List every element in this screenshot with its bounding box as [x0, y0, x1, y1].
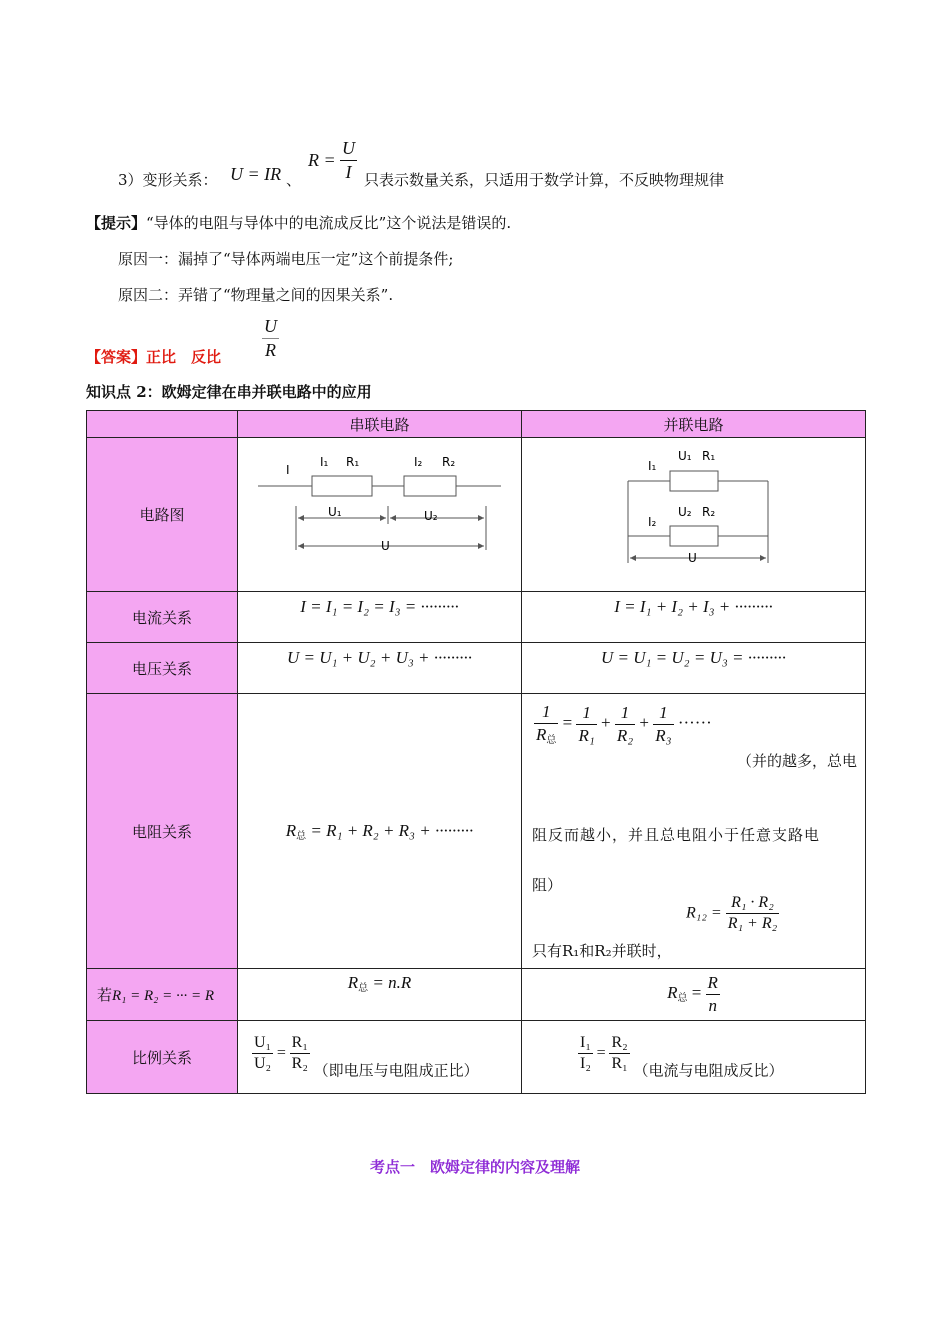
parallel-label-u1: U₁	[678, 449, 692, 463]
series-label-u1: U₁	[328, 505, 342, 519]
recip-frac-total	[534, 702, 558, 746]
intro-prefix: 3）变形关系：	[118, 171, 218, 189]
series-r-rhs: = R₁ + R₂ + R₃ + ·········	[310, 820, 474, 840]
parallel-diagram-cell	[522, 438, 866, 592]
series-ratio-content: $\frac{\text{U₁}}{\text{U₂}}$ = $\frac{\text{R₁}}{\text{R₂}}$ （即电压与电阻成正比）	[254, 1033, 479, 1080]
parallel-note-b: 阻反而越小，并且总电阻小于任意支路电	[532, 826, 821, 844]
parallel-note-c: 阻）	[532, 876, 563, 894]
parallel-equal-sub: 总	[677, 993, 688, 1005]
hint-text: “导体的电阻与导体中的电流成反比”这个说法是错误的.	[146, 214, 512, 232]
series-ratio-frac-l	[252, 1034, 273, 1074]
r12-frac	[726, 894, 779, 934]
series-label-r2: R₂	[442, 455, 456, 469]
parallel-equal-den: n	[708, 996, 717, 1015]
series-r-sub: 总	[296, 830, 307, 842]
header-parallel: 并联电路	[522, 411, 866, 438]
series-equal-lhs: R	[347, 973, 359, 992]
series-current-formula: I = I₁ = I₂ = I₃ = ·········	[300, 597, 459, 616]
header-blank	[87, 411, 238, 438]
parallel-voltage-cell	[522, 643, 866, 694]
series-ratio-den-r: R₂	[291, 1055, 308, 1073]
parallel-current-cell	[522, 592, 866, 643]
series-equal-rhs: = n.R	[372, 973, 412, 992]
series-label-i1: I₁	[320, 455, 329, 469]
recip-one-b: 1	[576, 703, 596, 725]
series-current-cell	[238, 592, 522, 643]
parallel-equal-frac	[706, 973, 720, 1015]
answer-frac-den: R	[265, 339, 276, 360]
formula-r-den: I	[345, 161, 352, 182]
series-ratio-cell	[238, 1021, 522, 1094]
recip-frac-r3	[653, 703, 673, 745]
parallel-ratio-frac-l	[578, 1034, 593, 1074]
series-equal-sub: 总	[358, 983, 369, 994]
parallel-equal-formula	[667, 973, 720, 1015]
section-heading-kaodian: 考点一 欧姆定律的内容及理解	[369, 1158, 580, 1176]
recip-r3: R₃	[655, 725, 672, 745]
r12-lhs: R₁₂ =	[686, 904, 722, 922]
series-label-i2: I₂	[414, 455, 423, 469]
formula-r-num: U	[340, 138, 357, 161]
table-row-resistance	[87, 694, 866, 969]
series-voltage-formula: U = U₁ + U₂ + U₃ + ·········	[287, 648, 472, 667]
series-voltage-cell	[238, 643, 522, 694]
parallel-label-u2: U₂	[678, 505, 692, 519]
recip-r: R	[536, 724, 547, 744]
table-header-row	[87, 411, 866, 438]
table-row-current	[87, 592, 866, 643]
series-diagram-cell	[238, 438, 522, 592]
parallel-ratio-content: $\frac{\text{I₁}}{\text{I₂}}$ = $\frac{\text{R₂}}{\text{R₁}}$ （电流与电阻成反比）	[580, 1033, 784, 1080]
parallel-circuit-diagram	[522, 438, 865, 587]
row-label-resistance: 电阻关系	[87, 694, 238, 969]
r12-den: R₁ + R₂	[727, 915, 778, 933]
parallel-resistance-content	[522, 694, 865, 968]
formula-u-ir: U = IR	[230, 164, 282, 184]
parallel-label-i1: I₁	[648, 459, 657, 473]
row-label-ratio: 比例关系	[87, 1021, 238, 1094]
table-row-ratio	[87, 1021, 866, 1094]
recip-sub: 总	[546, 734, 557, 746]
parallel-ratio-num-l: I₁	[578, 1034, 593, 1054]
recip-tail: ······	[677, 712, 712, 732]
series-ratio-note: （即电压与电阻成正比）	[313, 1061, 479, 1080]
recip-frac-r1	[576, 703, 596, 745]
equal-formula: R₁ = R₂ = ··· = R	[112, 988, 215, 1004]
series-r-lhs: R	[285, 820, 297, 840]
parallel-label-r1: R₁	[702, 449, 716, 463]
row-label-equal	[87, 969, 238, 1021]
parallel-ratio-den-r: R₁	[611, 1055, 628, 1073]
series-ratio-num-r: R₁	[290, 1034, 310, 1054]
series-equal-cell	[238, 969, 522, 1021]
series-equal-formula	[348, 973, 412, 992]
comparison-table	[86, 410, 866, 1094]
r12-num: R₁ · R₂	[726, 894, 779, 914]
recip-r2: R₂	[616, 725, 634, 745]
series-resistance-formula	[286, 821, 473, 840]
parallel-equal-eq: =	[691, 983, 702, 1003]
table-row-diagram	[87, 438, 866, 592]
table-row-voltage	[87, 643, 866, 694]
series-label-r1: R₁	[346, 455, 360, 469]
parallel-ratio-frac-r	[609, 1034, 629, 1074]
parallel-resistance-cell	[522, 694, 866, 969]
answer-frac-num: U	[262, 316, 279, 339]
series-label-u2: U₂	[424, 509, 438, 523]
equal-prefix: 若	[97, 986, 113, 1004]
series-ratio-num-l: U₁	[252, 1034, 273, 1054]
parallel-equal-num: R	[706, 973, 720, 995]
formula-r-lhs: R =	[308, 150, 336, 170]
intro-suffix: 只表示数量关系，只适用于数学计算，不反映物理规律	[364, 171, 725, 189]
recip-r1: R₁	[578, 725, 595, 745]
answer-text: 正比 反比	[146, 348, 222, 366]
hint-reason-1: 原因一：漏掉了“导体两端电压一定”这个前提条件;	[118, 250, 454, 268]
parallel-r12-note: 只有R₁和R₂并联时，	[532, 942, 672, 960]
recip-frac-r2	[615, 703, 635, 745]
parallel-ratio-num-r: R₂	[609, 1034, 629, 1054]
series-resistance-cell	[238, 694, 522, 969]
recip-one-d: 1	[653, 703, 673, 725]
series-ratio-frac-r	[290, 1034, 310, 1074]
series-circuit-diagram	[238, 438, 521, 587]
hint-tag: 【提示】	[86, 214, 147, 232]
parallel-ratio-note: （电流与电阻成反比）	[633, 1061, 784, 1080]
answer-line	[86, 346, 221, 367]
answer-frac	[262, 316, 279, 360]
section-title: 知识点 2：欧姆定律在串并联电路中的应用	[86, 383, 372, 401]
parallel-equal-cell	[522, 969, 866, 1021]
recip-one-c: 1	[615, 703, 635, 725]
row-label-voltage: 电压关系	[87, 643, 238, 694]
hint-reason-2: 原因二：弄错了“物理量之间的因果关系”.	[118, 286, 394, 304]
series-ratio-den-l: U₂	[254, 1055, 272, 1073]
series-label-i: I	[286, 463, 290, 477]
formula-r-frac	[340, 138, 357, 182]
recip-one-a: 1	[534, 702, 558, 724]
recip-rtotal	[534, 724, 558, 747]
hint-line	[86, 212, 511, 233]
parallel-ratio-cell	[522, 1021, 866, 1094]
answer-tag: 【答案】	[86, 348, 147, 366]
parallel-equal-lhs: R	[667, 983, 678, 1003]
series-label-u: U	[381, 539, 390, 553]
parallel-r12-formula	[686, 894, 779, 934]
row-label-diagram: 电路图	[87, 438, 238, 592]
intro-sep: 、	[286, 171, 302, 189]
parallel-label-u: U	[688, 551, 697, 565]
intro-line	[118, 138, 878, 194]
table-row-equal	[87, 969, 866, 1021]
parallel-note-a: （并的越多，总电	[736, 752, 857, 770]
parallel-label-i2: I₂	[648, 515, 657, 529]
parallel-reciprocal-formula: $\frac{1}{R_总}$ = $\frac{1}{\text{R₁}}$ + $\frac{1}{\text{R₂}}$ + $\frac{1}{\text{R₃}}$ ······	[536, 702, 712, 746]
row-label-current: 电流关系	[87, 592, 238, 643]
header-series: 串联电路	[238, 411, 522, 438]
parallel-voltage-formula: U = U₁ = U₂ = U₃ = ·········	[601, 648, 786, 667]
parallel-current-formula: I = I₁ + I₂ + I₃ + ·········	[614, 597, 773, 616]
parallel-label-r2: R₂	[702, 505, 716, 519]
parallel-ratio-den-l: I₂	[580, 1055, 591, 1073]
